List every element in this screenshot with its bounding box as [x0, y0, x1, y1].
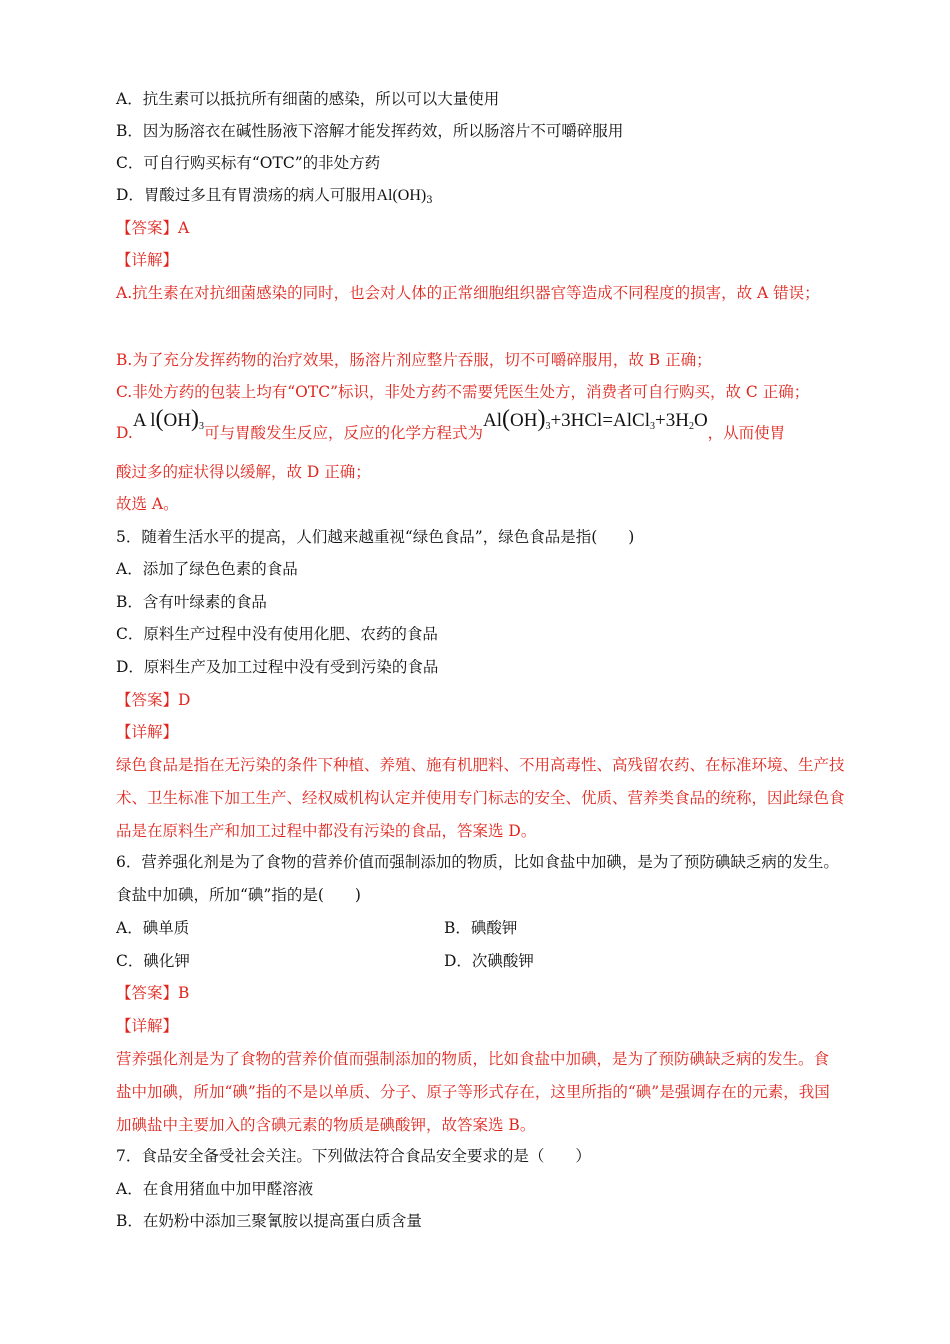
q6-option-c: C．碘化钾: [116, 952, 190, 970]
q6-stem: 6．营养强化剂是为了食物的营养价值而强制添加的物质，比如食盐中加碘，是为了预防碘缺乏病的发生。食盐中加碘，所加“碘”指的是( ): [116, 853, 839, 904]
q7-option-a: A．在食用猪血中加甲醛溶液: [116, 1180, 314, 1198]
q4-detail-label: 【详解】: [116, 251, 179, 269]
q6-detail-label: 【详解】: [116, 1017, 179, 1035]
q4-answer: 【答案】A: [116, 219, 190, 237]
q5-option-b: B．含有叶绿素的食品: [116, 593, 267, 611]
q4-option-d: D．胃酸过多且有胃溃疡的病人可服用$Al(OH)_3$: [116, 186, 433, 206]
q6-option-d: D．次碘酸钾: [444, 952, 534, 970]
q4-option-c: C．可自行购买标有“OTC”的非处方药: [116, 154, 381, 172]
q6-answer: 【答案】B: [116, 984, 190, 1002]
q5-option-c: C．原料生产过程中没有使用化肥、农药的食品: [116, 625, 438, 643]
q5-stem: 5．随着生活水平的提高，人们越来越重视“绿色食品”，绿色食品是指( ): [116, 528, 635, 546]
q5-detail-label: 【详解】: [116, 723, 179, 741]
q4-explain-d: D.A $l(OH)_3$可与胃酸发生反应，反应的化学方程式为$Al(OH)_3+3HCl=AlCl_3+3H_2O$，从而使胃: [116, 406, 786, 442]
q6-explanation: 营养强化剂是为了食物的营养价值而强制添加的物质，比如食盐中加碘，是为了预防碘缺乏病的发生。食盐中加碘，所加“碘”指的不是以单质、分子、原子等形式存在，这里所指的“碘”是强调存在的元素，我国加碘盐中主要加入的含碘元素的物质是碘酸钾，故答案选 B。: [116, 1050, 830, 1134]
q4-option-b: B．因为肠溶衣在碱性肠液下溶解才能发挥药效，所以肠溶片不可嚼碎服用: [116, 122, 624, 140]
q4-explain-d-line2: 酸过多的症状得以缓解，故 D 正确；: [116, 463, 371, 481]
formula-reaction-equation: $Al(OH)_3+3HCl=AlCl_3+3H_2O$: [482, 406, 708, 432]
q4-explain-a: A.抗生素在对抗细菌感染的同时，也会对人体的正常细胞组织器官等造成不同程度的损害，故 A 错误；: [116, 284, 820, 302]
q4-conclusion: 故选 A。: [116, 495, 179, 513]
formula-aloh3: A $l(OH)_3$: [132, 406, 204, 432]
q4-explain-b: B.为了充分发挥药物的治疗效果，肠溶片剂应整片吞服，切不可嚼碎服用，故 B 正确；: [116, 351, 712, 369]
q5-option-a: A．添加了绿色色素的食品: [116, 560, 298, 578]
q5-explanation: 绿色食品是指在无污染的条件下种植、养殖、施有机肥料、不用高毒性、高残留农药、在标准环境、生产技术、卫生标准下加工生产、经权威机构认定并使用专门标志的安全、优质、营养类食品的统称，因此绿色食品是在原料生产和加工过程中都没有污染的食品，答案选 D。: [116, 756, 845, 840]
q6-option-b: B．碘酸钾: [444, 919, 518, 937]
q4-explain-c: C.非处方药的包装上均有“OTC”标识，非处方药不需要凭医生处方，消费者可自行购买，故 C 正确；: [116, 383, 810, 401]
q6-option-a: A．碘单质: [116, 919, 190, 937]
q5-option-d: D．原料生产及加工过程中没有受到污染的食品: [116, 658, 439, 676]
q7-stem: 7．食品安全备受社会关注。下列做法符合食品安全要求的是（ ）: [116, 1147, 591, 1165]
q4-option-a: A．抗生素可以抵抗所有细菌的感染，所以可以大量使用: [116, 90, 500, 108]
q5-answer: 【答案】D: [116, 691, 191, 709]
q7-option-b: B．在奶粉中添加三聚氰胺以提高蛋白质含量: [116, 1212, 422, 1230]
